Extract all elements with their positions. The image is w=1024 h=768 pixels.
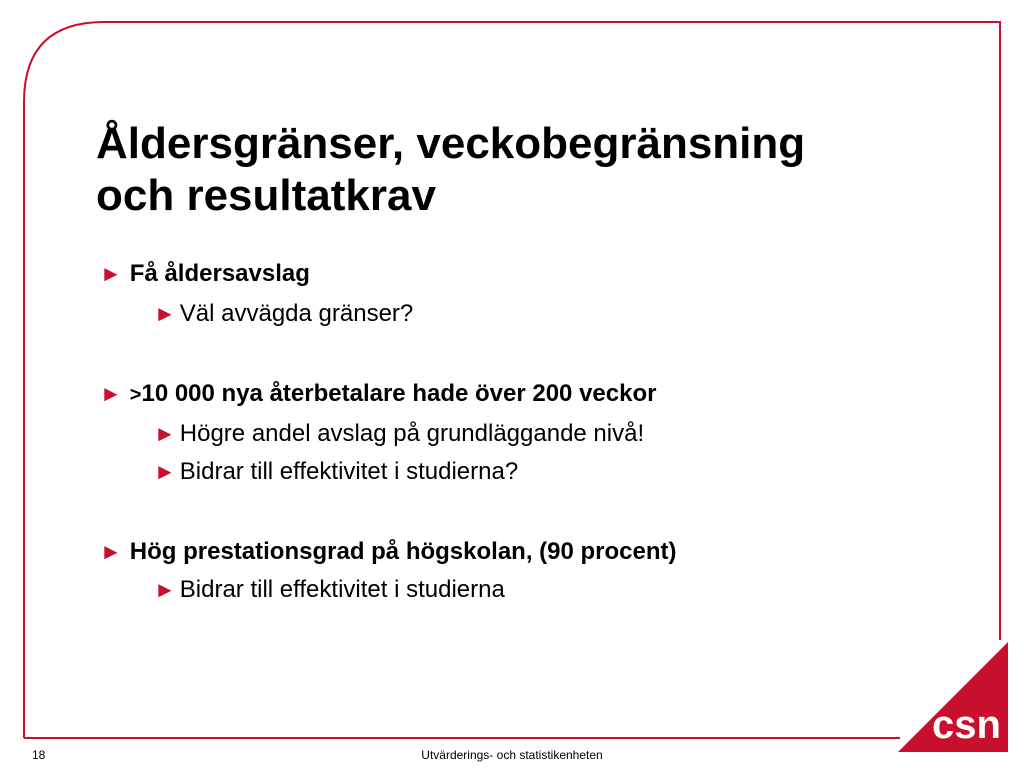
bullet-arrow-icon: ►: [100, 381, 122, 406]
bullet-text: 10 000 nya återbetalare hade över 200 veckor: [141, 380, 657, 407]
csn-logo: [898, 642, 1008, 752]
sub-bullet-text: Väl avvägda gränser?: [179, 300, 414, 327]
footer-text: Utvärderings- och statistikenheten: [421, 748, 603, 762]
bullet-prefix: >: [129, 384, 142, 406]
bullet-text: Få åldersavslag: [129, 260, 310, 287]
sub-bullet-item: [154, 420, 644, 448]
sub-bullet-item: [154, 458, 518, 486]
bullet-text: Hög prestationsgrad på högskolan, (90 procent): [129, 538, 677, 565]
title-line-2: och resultatkrav: [96, 171, 436, 220]
sub-bullet-item: [154, 300, 413, 328]
sub-bullet-text: Bidrar till effektivitet i studierna?: [179, 458, 519, 485]
logo-text: csn: [932, 703, 1001, 747]
sub-bullet-text: Högre andel avslag på grundläggande nivå!: [179, 420, 645, 447]
slide-title: [96, 118, 956, 222]
title-line-1: Åldersgränser, veckobegränsning: [96, 119, 806, 168]
sub-bullet-text: Bidrar till effektivitet i studierna: [179, 576, 505, 603]
sub-bullet-item: [154, 576, 505, 604]
bullet-arrow-icon: ►: [154, 577, 176, 602]
bullet-item: [100, 380, 656, 408]
bullet-item: [100, 538, 677, 566]
bullet-arrow-icon: ►: [154, 301, 176, 326]
bullet-arrow-icon: ►: [154, 459, 176, 484]
bullet-arrow-icon: ►: [100, 261, 122, 286]
page-number: 18: [32, 748, 46, 762]
bullet-item: [100, 260, 310, 288]
bullet-arrow-icon: ►: [100, 539, 122, 564]
bullet-arrow-icon: ►: [154, 421, 176, 446]
